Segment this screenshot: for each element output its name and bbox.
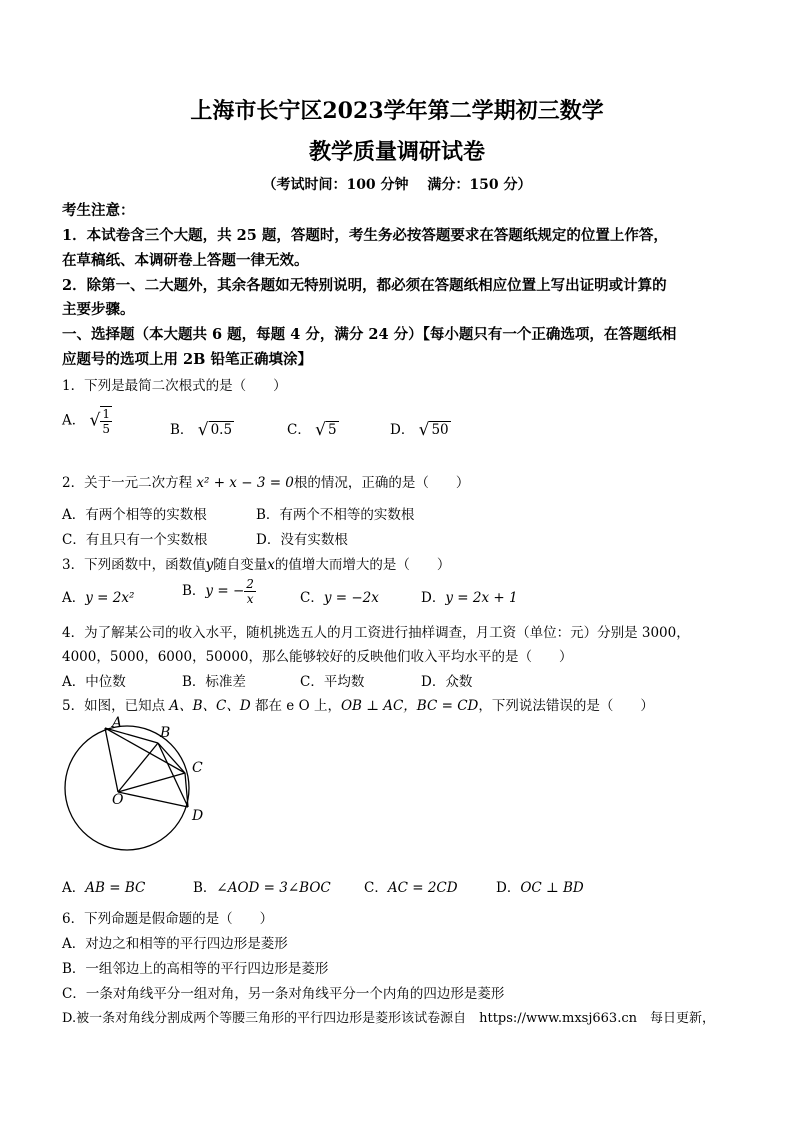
- q6-stem: 6．下列命题是假命题的是（ ）: [62, 911, 274, 927]
- q5-d-math: OC ⊥ BD: [520, 880, 584, 896]
- segment-oa: [105, 728, 118, 792]
- q4-option-b: B．标准差: [182, 674, 246, 690]
- q5-a-math: AB = BC: [85, 880, 146, 896]
- label-b: B: [160, 725, 171, 741]
- q1-c-label: C．: [287, 422, 311, 438]
- label-d: D: [192, 808, 204, 824]
- circle-o: [65, 726, 189, 850]
- q2-stem: [62, 471, 469, 491]
- q5-stem-post: ，下列说法错误的是（ ）: [478, 698, 654, 714]
- q2-stem-post: 根的情况，正确的是（ ）: [293, 475, 470, 491]
- circle-figure: [60, 712, 220, 862]
- label-c: C: [192, 760, 203, 776]
- notes-heading: 考生注意：: [62, 202, 135, 219]
- q6-option-a: A．对边之和相等的平行四边形是菱形: [62, 936, 288, 952]
- q3-stem-post: 的值增大而增大的是（ ）: [274, 557, 451, 573]
- q3-stem-y: y: [205, 557, 214, 573]
- q5-option-b: [193, 876, 331, 896]
- q3-option-c: [300, 586, 379, 606]
- notes-item2-line1: 2．除第一、二大题外，其余各题如无特别说明，都必须在答题纸相应位置上写出证明或计算的: [62, 277, 667, 294]
- q5-b-label: B．: [193, 880, 217, 896]
- q1-option-d: [390, 418, 451, 440]
- q5-option-a: [62, 876, 145, 896]
- label-o: O: [112, 792, 124, 808]
- q5-a-label: A．: [62, 880, 86, 896]
- q5-stem: [62, 694, 654, 714]
- q3-option-a: [62, 586, 134, 606]
- q3-a-math: y = 2x²: [85, 590, 135, 606]
- section1-heading-line2: 应题号的选项上用 2B 铅笔正确填涂】: [62, 351, 312, 368]
- q5-option-c: [364, 876, 458, 896]
- q3-b-pre: y = −: [205, 583, 245, 599]
- exam-info: （考试时间：100 分钟 满分：150 分）: [262, 177, 532, 193]
- q5-stem-points: A、B、C、D: [169, 698, 251, 714]
- q1-b-val: 0.5: [210, 422, 233, 438]
- segment-bd: [158, 743, 188, 807]
- q3-stem-pre: 3．下列函数中，函数值: [62, 557, 206, 573]
- q5-d-label: D．: [496, 880, 521, 896]
- q1-option-a: [62, 406, 112, 436]
- q4-stem-line1: 4．为了解某公司的收入水平，随机挑选五人的月工资进行抽样调查，月工资（单位：元）分别是 3000，: [62, 625, 690, 641]
- q2-option-c: C．有且只有一个实数根: [62, 532, 208, 548]
- q3-option-d: [421, 586, 518, 606]
- label-a: A: [112, 715, 123, 731]
- segment-ob: [118, 743, 158, 792]
- q3-stem-mid: 随自变量: [213, 557, 268, 573]
- q3-stem-x: x: [267, 557, 275, 573]
- q5-stem-relations: OB ⊥ AC，BC = CD: [340, 698, 479, 714]
- q3-c-math: y = −2x: [323, 590, 379, 606]
- q1-option-b: [170, 418, 234, 440]
- segment-oc: [118, 773, 185, 792]
- q2-equation: x² + x − 3 = 0: [196, 475, 294, 491]
- sqrt-icon: √: [418, 420, 430, 440]
- q1-a-den: 5: [102, 422, 111, 436]
- q4-option-a: A．中位数: [62, 674, 126, 690]
- q6-option-b: B．一组邻边上的高相等的平行四边形是菱形: [62, 961, 329, 977]
- notes-item1-line1: 1．本试卷含三个大题，共 25 题，答题时，考生务必按答题要求在答题纸规定的位置上作答，: [62, 227, 668, 244]
- q3-stem: [62, 553, 450, 573]
- q3-b-label: B．: [182, 583, 206, 599]
- q1-d-label: D．: [390, 422, 415, 438]
- sqrt-icon: √: [315, 420, 326, 440]
- q5-stem-mid: 都在 e O 上，: [250, 698, 341, 714]
- q1-option-c: [287, 418, 339, 440]
- q2-stem-pre: 2．关于一元二次方程: [62, 475, 197, 491]
- title-line1: 上海市长宁区2023学年第二学期初三数学: [190, 98, 604, 124]
- q1-b-label: B．: [170, 422, 194, 438]
- q6-option-c: C．一条对角线平分一组对角，另一条对角线平分一个内角的四边形是菱形: [62, 986, 505, 1002]
- q2-option-d: D．没有实数根: [256, 532, 348, 548]
- sqrt-icon: √: [197, 420, 209, 440]
- section1-heading-line1: 一、选择题（本大题共 6 题，每题 4 分，满分 24 分）【每小题只有一个正确选项，在答题纸相: [62, 326, 677, 343]
- q3-option-b: [182, 577, 256, 606]
- q3-a-label: A．: [62, 590, 86, 606]
- q2-option-a: A．有两个相等的实数根: [62, 507, 207, 523]
- q5-b-math: ∠AOD = 3∠BOC: [216, 880, 331, 896]
- sqrt-icon: √: [89, 410, 101, 431]
- q4-option-c: C．平均数: [300, 674, 365, 690]
- segment-ac: [105, 728, 185, 773]
- q3-c-label: C．: [300, 590, 324, 606]
- notes-item2-line2: 主要步骤。: [62, 301, 135, 318]
- q5-c-math: AC = 2CD: [387, 880, 458, 896]
- q3-b-den: x: [246, 592, 254, 606]
- q3-b-num: 2: [246, 577, 254, 591]
- q5-c-label: C．: [364, 880, 388, 896]
- q1-a-num: 1: [102, 407, 111, 421]
- q1-a-label: A．: [62, 412, 86, 429]
- q5-stem-pre: 5．如图，已知点: [62, 698, 170, 714]
- q1-stem: 1．下列是最简二次根式的是（ ）: [62, 378, 287, 394]
- q3-d-label: D．: [421, 590, 446, 606]
- q2-option-b: B．有两个不相等的实数根: [256, 507, 415, 523]
- notes-item1-line2: 在草稿纸、本调研卷上答题一律无效。: [62, 252, 309, 269]
- segment-od: [118, 792, 188, 807]
- q6-option-d: D.被一条对角线分割成两个等腰三角形的平行四边形是菱形该试卷源自 https://www.mxsj663.cn 每日更新，: [62, 1011, 715, 1026]
- title-line2: 教学质量调研试卷: [308, 139, 485, 165]
- q5-option-d: [496, 876, 584, 896]
- q4-stem-line2: 4000，5000，6000，50000，那么能够较好的反映他们收入平均水平的是（ ）: [62, 649, 573, 665]
- q4-option-d: D．众数: [421, 674, 473, 690]
- q3-d-math: y = 2x + 1: [445, 590, 518, 606]
- q1-d-val: 50: [431, 422, 449, 438]
- q1-c-val: 5: [327, 422, 337, 438]
